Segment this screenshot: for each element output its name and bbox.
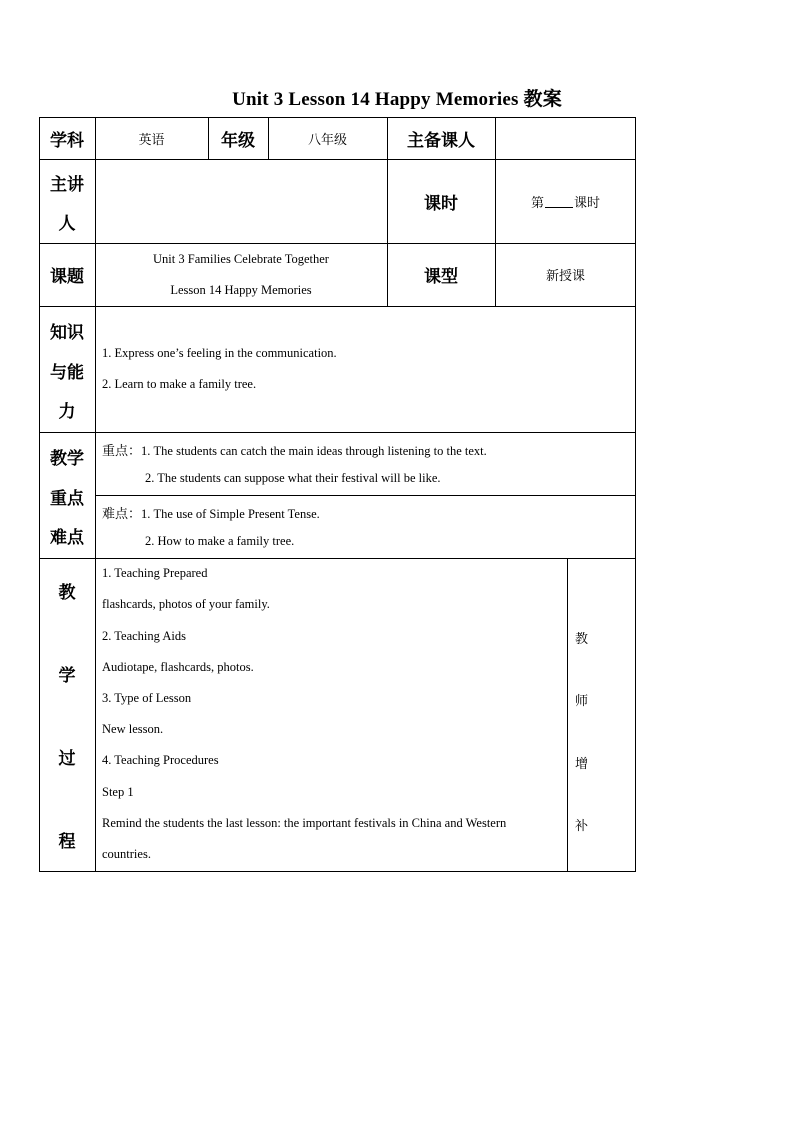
- key-point-line-1: 重点：1. The students can catch the main ideas through listening to the text.: [102, 444, 487, 459]
- key-point-line-2: 2. The students can suppose what their festival will be like.: [145, 471, 441, 485]
- process-line: 1. Teaching Prepared: [102, 566, 208, 580]
- process-line: New lesson.: [102, 722, 164, 736]
- knowledge-line-1: 1. Express one’s feeling in the communication.: [102, 346, 337, 360]
- process-line: 3. Type of Lesson: [102, 691, 192, 705]
- subject-label: 学科: [50, 130, 84, 151]
- teacher-supplement-1: 教: [575, 632, 589, 647]
- process-line: Remind the students the last lesson: the important festivals in China and Western: [102, 816, 507, 830]
- teacher-supplement-2: 师: [575, 694, 589, 709]
- process-label-4: 程: [58, 831, 76, 852]
- knowledge-label: 知识 与能 力: [50, 323, 84, 422]
- period-label: 课时: [424, 193, 458, 214]
- process-label-2: 学: [58, 665, 76, 686]
- teacher-supplement-3: 增: [575, 757, 589, 772]
- process-line: 4. Teaching Procedures: [102, 753, 219, 767]
- process-line: countries.: [102, 847, 151, 861]
- type-value: 新授课: [545, 269, 585, 284]
- grade-value: 八年级: [307, 132, 347, 148]
- key-difficult-label: 教学 重点 难点: [50, 449, 84, 548]
- grade-label: 年级: [221, 130, 255, 151]
- process-line: 2. Teaching Aids: [102, 629, 186, 643]
- process-line: flashcards, photos of your family.: [102, 597, 270, 611]
- speaker-value: [95, 159, 387, 243]
- process-line: Audiotape, flashcards, photos.: [102, 660, 254, 674]
- difficult-point-line-1: 难点：1. The use of Simple Present Tense.: [102, 507, 320, 522]
- page-title: Unit 3 Lesson 14 Happy Memories 教案: [232, 89, 562, 110]
- knowledge-line-2: 2. Learn to make a family tree.: [102, 377, 257, 391]
- topic-label: 课题: [50, 267, 84, 287]
- topic-line-2: Lesson 14 Happy Memories: [170, 283, 312, 297]
- process-label-1: 教: [58, 582, 76, 603]
- process-line: Step 1: [102, 785, 134, 799]
- type-label: 课型: [424, 267, 458, 287]
- teacher-supplement-4: 补: [575, 819, 589, 834]
- planner-label: 主备课人: [407, 130, 475, 151]
- speaker-label: 主讲 人: [50, 175, 84, 234]
- topic-line-1: Unit 3 Families Celebrate Together: [153, 252, 329, 266]
- process-label-3: 过: [58, 748, 76, 769]
- subject-value: 英语: [138, 132, 165, 148]
- planner-value: [495, 117, 636, 159]
- difficult-point-line-2: 2. How to make a family tree.: [145, 534, 295, 548]
- period-blank: [545, 195, 573, 208]
- period-value: 第 课时: [530, 195, 601, 211]
